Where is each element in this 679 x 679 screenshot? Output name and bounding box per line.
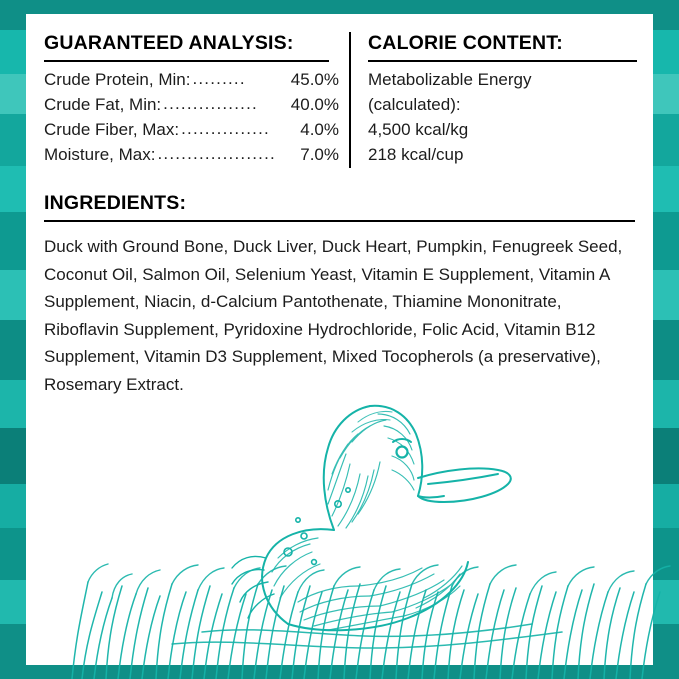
- calorie-content-section: [349, 32, 635, 168]
- white-label-panel: [26, 14, 653, 665]
- divider-rule: [368, 60, 637, 62]
- table-row: [44, 93, 339, 118]
- nutrient-value: 4.0%: [300, 120, 339, 140]
- nutrient-value: 7.0%: [300, 145, 339, 165]
- label-content: [44, 32, 635, 399]
- guaranteed-analysis-title: GUARANTEED ANALYSIS:: [44, 32, 294, 54]
- duck-in-grass-illustration: [52, 386, 679, 679]
- ingredients-text: Duck with Ground Bone, Duck Liver, Duck Heart, Pumpkin, Fenugreek Seed, Coconut Oil, Salmon Oil, Selenium Yeast, Vitamin E Supplement, Vitamin A Supplement, Niacin, d-Calcium Pantothenate, Thiamine Mononitrate, Riboflavin Supplement, Pyridoxine Hydrochloride, Folic Acid, Vitamin B12 Supplement, Vitamin D3 Supplement, Mixed Tocopherols (a preservative), Rosemary Extract.: [44, 237, 623, 394]
- top-columns: [44, 32, 635, 168]
- table-row: [44, 118, 339, 143]
- nutrient-label: Crude Protein, Min:: [44, 70, 191, 90]
- ingredients-section: [44, 192, 635, 398]
- nutrient-label: Moisture, Max:: [44, 145, 156, 165]
- calorie-line: (calculated):: [368, 95, 461, 115]
- leader-dots: ....................: [157, 144, 276, 164]
- calorie-line: Metabolizable Energy: [368, 70, 532, 90]
- guaranteed-analysis-section: [44, 32, 349, 168]
- divider-rule: [44, 60, 329, 62]
- nutrient-label: Crude Fiber, Max:: [44, 120, 180, 140]
- leader-dots: .........: [192, 69, 246, 89]
- nutrient-value: 45.0%: [290, 70, 339, 90]
- nutrient-value: 40.0%: [290, 95, 339, 115]
- leader-dots: ...............: [181, 119, 270, 139]
- calorie-line: 218 kcal/cup: [368, 145, 464, 165]
- ingredients-title: INGREDIENTS:: [44, 192, 187, 215]
- leader-dots: ................: [163, 94, 258, 114]
- table-row: [44, 143, 339, 168]
- divider-rule: [44, 220, 635, 222]
- table-row: [44, 68, 339, 93]
- calorie-line: 4,500 kcal/kg: [368, 120, 469, 140]
- calorie-content-title: CALORIE CONTENT:: [368, 32, 563, 54]
- nutrient-label: Crude Fat, Min:: [44, 95, 162, 115]
